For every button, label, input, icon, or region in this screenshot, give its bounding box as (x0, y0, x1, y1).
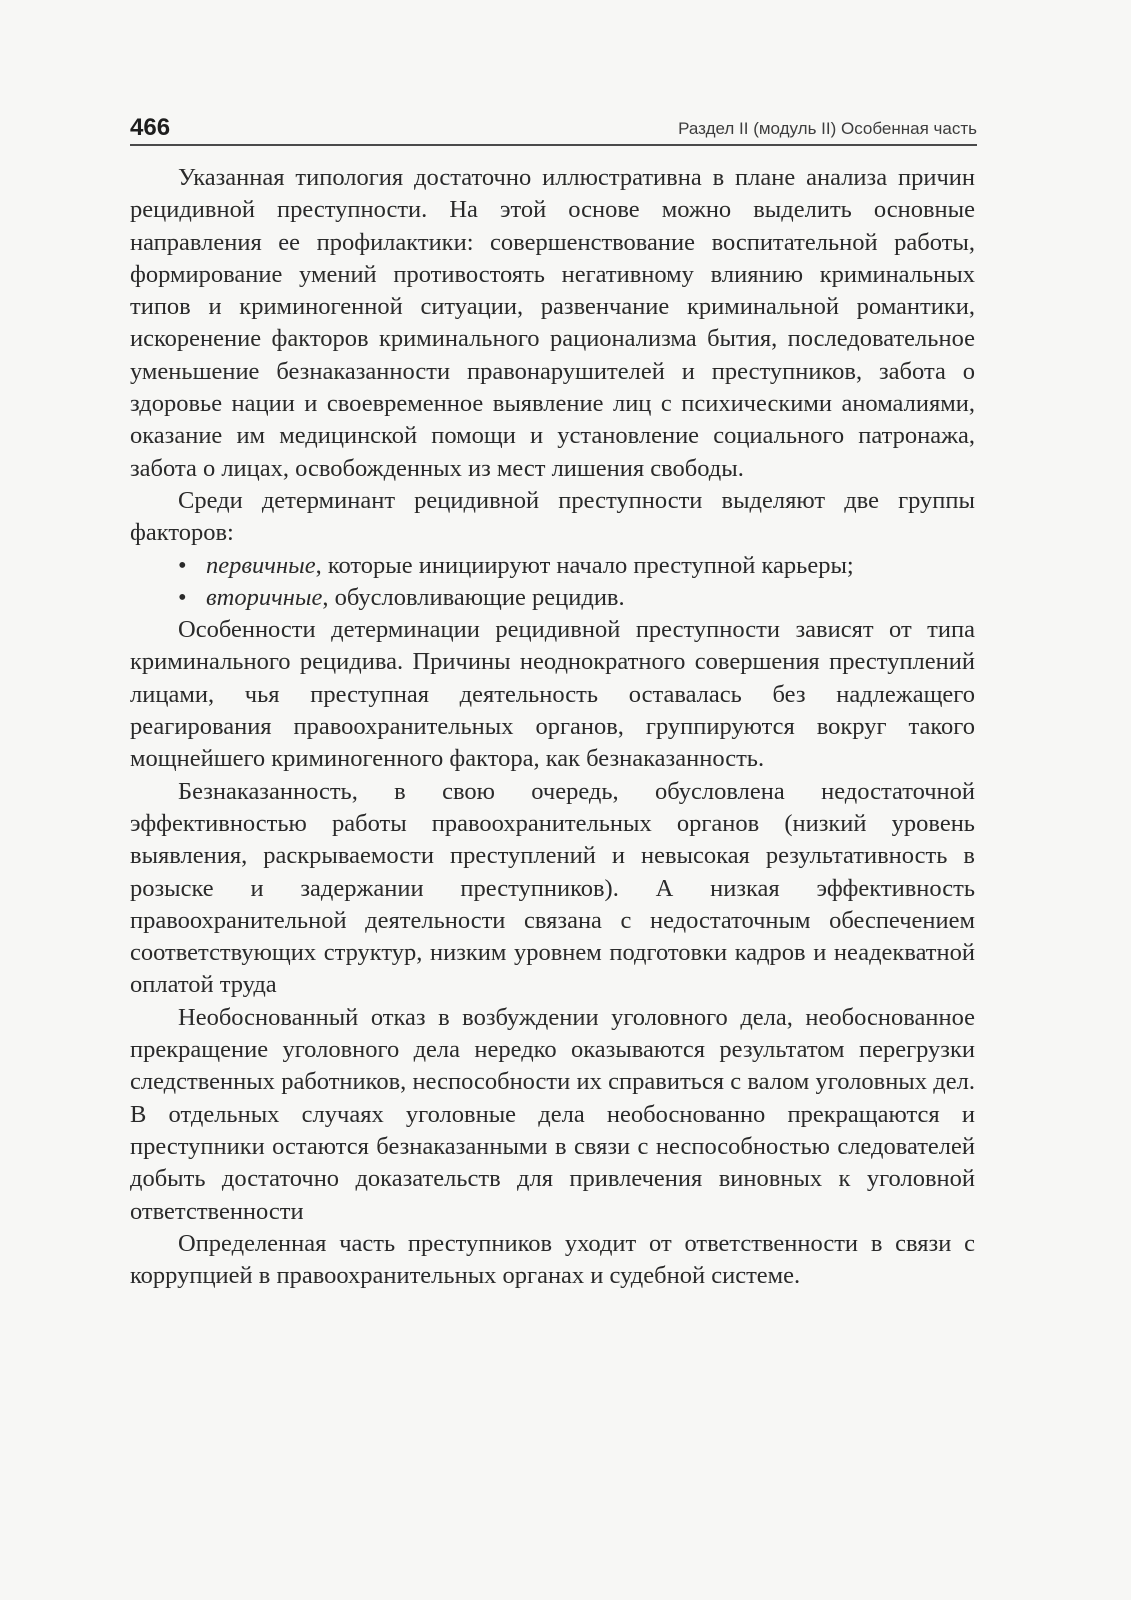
page-number: 466 (130, 114, 171, 141)
list-item-text: , которые инициируют начало преступной карьеры; (315, 551, 854, 579)
page-header (130, 110, 977, 146)
list-item-text: , обусловливающие рецидив. (322, 583, 625, 611)
paragraph-3: Особенности детерминации рецидивной преступности зависят от типа криминального рецидива. Причины неоднократного совершения преступлений лицами, чья преступная деятельность оставалась без надлежащего реагирования правоохранительных органов, группируются вокруг такого мощнейшего криминогенного фактора, как безнаказанность. (130, 616, 975, 773)
paragraph-1: Указанная типология достаточно иллюстративна в плане анализа причин рецидивной преступности. На этой основе можно выделить основные направления ее профилактики: совершенствование воспитательной работы, формирование умений противостоять негативному влиянию криминальных типов и криминогенной ситуации, развенчание криминальной романтики, искоренение факторов криминального рационализма бытия, последовательное уменьшение безнаказанности правонарушителей и преступников, забота о здоровье нации и своевременное выявление лиц с психическими аномалиями, оказание им медицинской помощи и установление социального патронажа, забота о лицах, освобожденных из мест лишения свободы. (130, 164, 975, 482)
paragraph-2: Среди детерминант рецидивной преступности выделяют две группы факторов: (130, 486, 975, 547)
list-item (130, 550, 975, 582)
body-text (130, 162, 975, 1292)
running-title: Раздел II (модуль II) Особенная часть (678, 119, 977, 138)
paragraph-4: Безнаказанность, в свою очередь, обусловлена недостаточной эффективностью работы правоохранительных органов (низкий уровень выявления, раскрываемости преступлений и невысокая результативность в розыске и задержании преступников). А низкая эффективность правоохранительной деятельности связана с недостаточным обеспечением соответствующих структур, низким уровнем подготовки кадров и неадекватной оплатой труда (130, 777, 975, 999)
paragraph-5: Необоснованный отказ в возбуждении уголовного дела, необоснованное прекращение уголовного дела нередко оказываются результатом перегрузки следственных работников, неспособности их справиться с валом уголовных дел. В отдельных случаях уголовные дела необоснованно прекращаются и преступники остаются безнаказанными в связи с неспособностью следователей добыть достаточно доказательств для привлечения виновных к уголовной ответственности (130, 1003, 975, 1225)
paragraph-6: Определенная часть преступников уходит от ответственности в связи с коррупцией в правоохранительных органах и судебной системе. (130, 1229, 975, 1290)
factor-list (130, 550, 975, 615)
bullet-icon: • (178, 551, 187, 579)
bullet-icon: • (178, 583, 187, 611)
list-item-term: вторичные (206, 583, 323, 611)
list-item (130, 582, 975, 614)
list-item-term: первичные (206, 551, 316, 579)
